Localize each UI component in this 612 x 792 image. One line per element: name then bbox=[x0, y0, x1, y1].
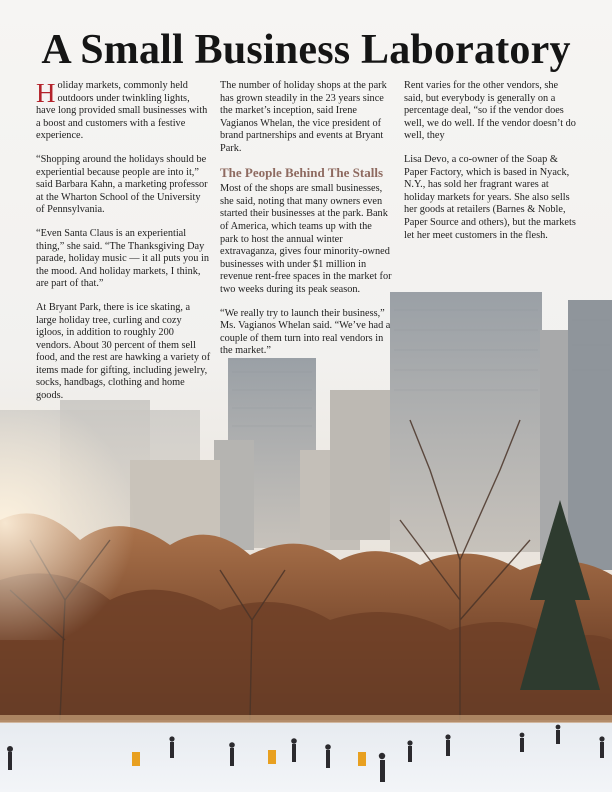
paragraph: Lisa Devo, a co-owner of the Soap & Paper Factory, which is based in Nyack, N.Y., has sold her fragrant wares at holiday markets for years. She also sells her goods at retailers (Barnes & Noble, Paper Source and others), but the markets let her meet customers in the flesh. bbox=[404, 153, 576, 241]
text-column-3 bbox=[404, 80, 576, 253]
paragraph: Rent varies for the other vendors, she said, but everybody is generally on a percentage deal, “so if the vendor does well, we do well. If the vendor doesn’t do well, they bbox=[404, 80, 576, 142]
text-column-2 bbox=[220, 80, 392, 369]
paragraph: “We really try to launch their business,” Ms. Vagianos Whelan said. “We’ve had a couple of them turn into real vendors in the market.” bbox=[220, 307, 391, 357]
text-column-1 bbox=[36, 80, 211, 414]
paragraph bbox=[36, 80, 211, 143]
section-subhead: The People Behind The Stalls bbox=[220, 164, 384, 180]
paragraph: “Even Santa Claus is an experiential thing,” she said. “The Thanksgiving Day parade, holiday music — it all puts you in the mood. And holiday markets, I think, are part of that.” bbox=[36, 227, 210, 290]
paragraph: Most of the shops are small businesses, she said, noting that many owners even started their businesses at the park. Bank of America, which teams up with the park to host the annual winter extravaganza, gives four minority-owned businesses with under $1 million in revenue rent-free spaces in the market for two weeks during its peak season. bbox=[220, 183, 392, 295]
paragraph-text: oliday markets, commonly held outdoors under twinkling lights, have long provided small businesses with a boost and customers with a festive experience. bbox=[36, 80, 208, 142]
paragraph: “Shopping around the holidays should be experiential because people are into it,” said Barbara Kahn, a marketing professor at the Wharton School of the University of Pennsylvania. bbox=[36, 153, 208, 216]
paragraph: The number of holiday shops at the park has grown steadily in the 23 years since the market’s inception, said Irene Vagianos Whelan, the vice president of brand partnerships and events at Bryant Park. bbox=[220, 80, 387, 154]
paragraph: At Bryant Park, there is ice skating, a large holiday tree, curling and cozy igloos, in addition to roughly 200 vendors. About 30 percent of them sell food, and the rest are hawking a variety of items made for gifting, including jewelry, socks, handbags, clothing and home goods. bbox=[36, 301, 211, 402]
article-title: A Small Business Laboratory bbox=[41, 27, 571, 73]
drop-cap: H bbox=[36, 78, 56, 108]
